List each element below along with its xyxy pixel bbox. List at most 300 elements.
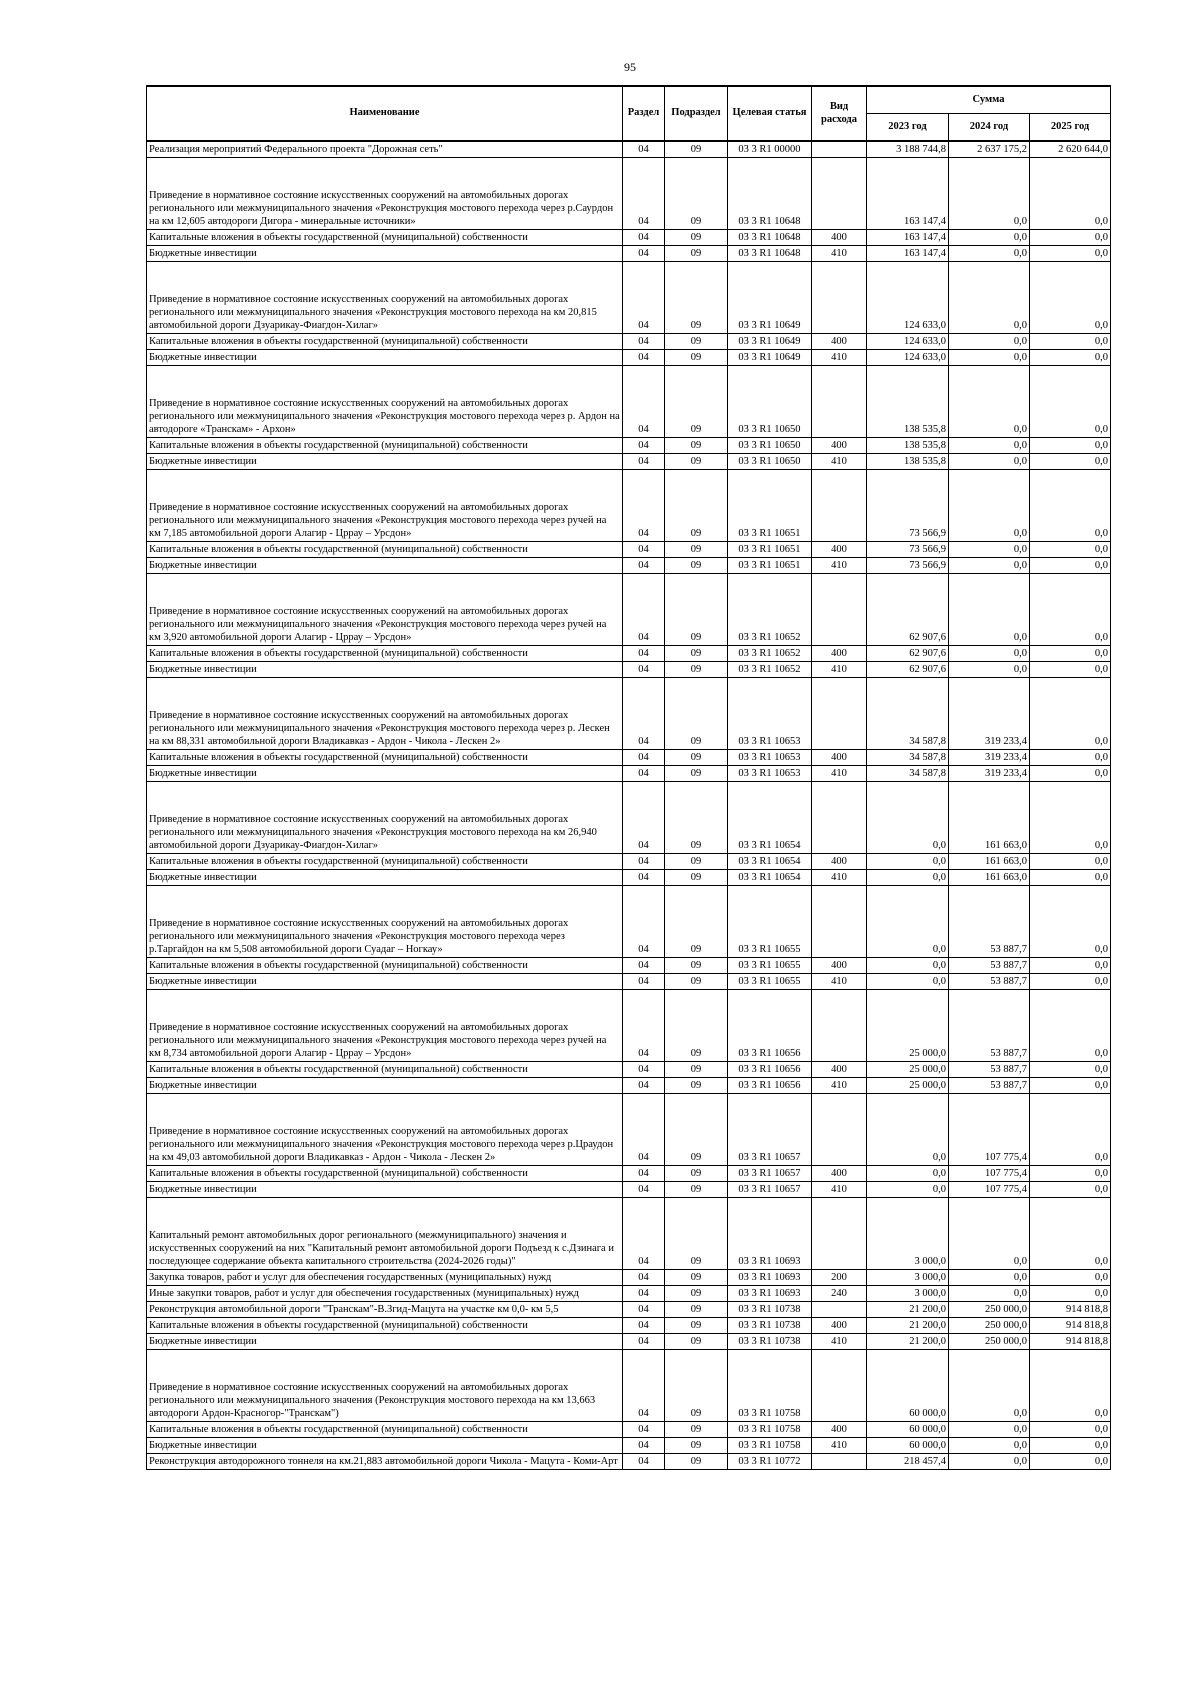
- cell-target-article: 03 3 R1 10693: [728, 1197, 812, 1269]
- cell-expense-type: [812, 781, 867, 853]
- cell-2023: 0,0: [867, 1181, 949, 1197]
- cell-name: Капитальные вложения в объекты государственной (муниципальной) собственности: [147, 229, 623, 245]
- cell-expense-type: 400: [812, 1421, 867, 1437]
- cell-section: 04: [623, 1317, 665, 1333]
- cell-subsection: 09: [665, 157, 728, 229]
- table-row: [147, 261, 1111, 333]
- cell-subsection: 09: [665, 437, 728, 453]
- cell-section: 04: [623, 1093, 665, 1165]
- table-row: [147, 453, 1111, 469]
- cell-expense-type: [812, 573, 867, 645]
- cell-section: 04: [623, 1453, 665, 1469]
- cell-section: 04: [623, 141, 665, 157]
- cell-target-article: 03 3 R1 10649: [728, 349, 812, 365]
- cell-expense-type: [812, 885, 867, 957]
- table-row: [147, 557, 1111, 573]
- cell-section: 04: [623, 1181, 665, 1197]
- cell-name: Бюджетные инвестиции: [147, 557, 623, 573]
- cell-2025: 914 818,8: [1030, 1333, 1111, 1349]
- table-row: [147, 245, 1111, 261]
- cell-expense-type: 200: [812, 1269, 867, 1285]
- cell-name: Капитальные вложения в объекты государственной (муниципальной) собственности: [147, 333, 623, 349]
- cell-2025: 0,0: [1030, 229, 1111, 245]
- cell-2025: 0,0: [1030, 349, 1111, 365]
- cell-subsection: 09: [665, 1269, 728, 1285]
- cell-2024: 0,0: [949, 1197, 1030, 1269]
- cell-2023: 0,0: [867, 885, 949, 957]
- cell-2024: 0,0: [949, 1421, 1030, 1437]
- cell-2023: 0,0: [867, 973, 949, 989]
- cell-expense-type: [812, 1197, 867, 1269]
- cell-subsection: 09: [665, 973, 728, 989]
- cell-subsection: 09: [665, 1349, 728, 1421]
- cell-2023: 138 535,8: [867, 437, 949, 453]
- cell-section: 04: [623, 229, 665, 245]
- cell-section: 04: [623, 765, 665, 781]
- table-row: [147, 749, 1111, 765]
- cell-subsection: 09: [665, 365, 728, 437]
- cell-target-article: 03 3 R1 10772: [728, 1453, 812, 1469]
- cell-subsection: 09: [665, 645, 728, 661]
- cell-2025: 0,0: [1030, 157, 1111, 229]
- cell-expense-type: [812, 141, 867, 157]
- cell-name: Приведение в нормативное состояние искусственных сооружений на автомобильных дорогах регионального или межмуниципального значения «Реконструкция мостового перехода через ручей на км 8,734 автомобильной дороги Алагир - Цррау – Урсдон»: [147, 989, 623, 1061]
- cell-target-article: 03 3 R1 10656: [728, 1077, 812, 1093]
- cell-2023: 25 000,0: [867, 1061, 949, 1077]
- cell-2024: 0,0: [949, 557, 1030, 573]
- cell-2023: 25 000,0: [867, 989, 949, 1061]
- cell-target-article: 03 3 R1 10758: [728, 1349, 812, 1421]
- cell-expense-type: 400: [812, 1317, 867, 1333]
- cell-subsection: 09: [665, 261, 728, 333]
- cell-name: Реконструкция автомобильной дороги "Транскам"-В.Згид-Мацута на участке км 0,0- км 5,5: [147, 1301, 623, 1317]
- cell-2024: 53 887,7: [949, 885, 1030, 957]
- cell-2025: 0,0: [1030, 437, 1111, 453]
- cell-2025: 0,0: [1030, 677, 1111, 749]
- header-year-2023: 2023 год: [867, 114, 949, 142]
- table-row: [147, 1181, 1111, 1197]
- cell-2023: 62 907,6: [867, 573, 949, 645]
- cell-2024: 161 663,0: [949, 853, 1030, 869]
- cell-expense-type: [812, 261, 867, 333]
- cell-section: 04: [623, 541, 665, 557]
- cell-expense-type: 410: [812, 1181, 867, 1197]
- cell-section: 04: [623, 677, 665, 749]
- cell-target-article: 03 3 R1 10655: [728, 957, 812, 973]
- cell-subsection: 09: [665, 1165, 728, 1181]
- cell-2023: 3 000,0: [867, 1197, 949, 1269]
- table-row: [147, 1165, 1111, 1181]
- cell-target-article: 03 3 R1 10651: [728, 469, 812, 541]
- cell-2023: 21 200,0: [867, 1317, 949, 1333]
- cell-subsection: 09: [665, 677, 728, 749]
- cell-subsection: 09: [665, 661, 728, 677]
- cell-subsection: 09: [665, 1317, 728, 1333]
- cell-2023: 163 147,4: [867, 245, 949, 261]
- cell-subsection: 09: [665, 1333, 728, 1349]
- cell-2025: 0,0: [1030, 869, 1111, 885]
- cell-name: Бюджетные инвестиции: [147, 1181, 623, 1197]
- cell-2025: 0,0: [1030, 1077, 1111, 1093]
- cell-expense-type: 240: [812, 1285, 867, 1301]
- cell-2024: 107 775,4: [949, 1165, 1030, 1181]
- header-expense-type: Вид расхода: [812, 86, 867, 141]
- table-row: [147, 853, 1111, 869]
- cell-2025: 0,0: [1030, 957, 1111, 973]
- cell-expense-type: 410: [812, 245, 867, 261]
- table-row: [147, 885, 1111, 957]
- cell-expense-type: 400: [812, 853, 867, 869]
- cell-target-article: 03 3 R1 10650: [728, 437, 812, 453]
- cell-expense-type: 400: [812, 333, 867, 349]
- cell-target-article: 03 3 R1 10652: [728, 645, 812, 661]
- cell-section: 04: [623, 853, 665, 869]
- cell-target-article: 03 3 R1 10693: [728, 1269, 812, 1285]
- cell-2024: 0,0: [949, 645, 1030, 661]
- cell-2024: 0,0: [949, 1349, 1030, 1421]
- header-year-2024: 2024 год: [949, 114, 1030, 142]
- cell-2024: 53 887,7: [949, 957, 1030, 973]
- cell-name: Капитальные вложения в объекты государственной (муниципальной) собственности: [147, 541, 623, 557]
- cell-2025: 0,0: [1030, 1197, 1111, 1269]
- cell-name: Приведение в нормативное состояние искусственных сооружений на автомобильных дорогах регионального или межмуниципального значения «Реконструкция мостового перехода через р. Лескен на км 88,331 автомобильной дороги Владикавказ - Ардон - Чикола - Лескен 2»: [147, 677, 623, 749]
- cell-2023: 73 566,9: [867, 557, 949, 573]
- cell-2023: 138 535,8: [867, 453, 949, 469]
- cell-2025: 0,0: [1030, 1437, 1111, 1453]
- cell-2023: 60 000,0: [867, 1437, 949, 1453]
- cell-expense-type: 410: [812, 453, 867, 469]
- cell-name: Приведение в нормативное состояние искусственных сооружений на автомобильных дорогах регионального или межмуниципального значения «Реконструкция мостового перехода на км 26,940 автомобильной дороги Дзуарикау-Фиагдон-Хилаг»: [147, 781, 623, 853]
- cell-subsection: 09: [665, 557, 728, 573]
- cell-section: 04: [623, 1333, 665, 1349]
- cell-2025: 0,0: [1030, 261, 1111, 333]
- cell-2023: 124 633,0: [867, 333, 949, 349]
- cell-subsection: 09: [665, 1285, 728, 1301]
- cell-2025: 0,0: [1030, 469, 1111, 541]
- cell-2024: 250 000,0: [949, 1333, 1030, 1349]
- cell-2024: 0,0: [949, 573, 1030, 645]
- cell-2023: 34 587,8: [867, 749, 949, 765]
- cell-target-article: 03 3 R1 10738: [728, 1333, 812, 1349]
- cell-section: 04: [623, 1421, 665, 1437]
- cell-section: 04: [623, 1061, 665, 1077]
- cell-target-article: 03 3 R1 10650: [728, 365, 812, 437]
- budget-table: [146, 85, 1111, 1470]
- cell-subsection: 09: [665, 957, 728, 973]
- cell-expense-type: [812, 1349, 867, 1421]
- cell-2024: 0,0: [949, 1453, 1030, 1469]
- cell-2024: 319 233,4: [949, 749, 1030, 765]
- cell-2025: 0,0: [1030, 749, 1111, 765]
- cell-name: Реконструкция автодорожного тоннеля на км.21,883 автомобильной дороги Чикола - Мацута - Коми-Арт: [147, 1453, 623, 1469]
- cell-target-article: 03 3 R1 10758: [728, 1437, 812, 1453]
- cell-subsection: 09: [665, 1181, 728, 1197]
- table-row: [147, 661, 1111, 677]
- table-row: [147, 573, 1111, 645]
- cell-2023: 124 633,0: [867, 349, 949, 365]
- cell-name: Приведение в нормативное состояние искусственных сооружений на автомобильных дорогах регионального или межмуниципального значения «Реконструкция мостового перехода через р.Цраудон на км 49,03 автомобильной дороги Владикавказ - Ардон - Чикола - Лескен 2»: [147, 1093, 623, 1165]
- cell-section: 04: [623, 749, 665, 765]
- table-body: [147, 141, 1111, 1469]
- cell-subsection: 09: [665, 469, 728, 541]
- cell-subsection: 09: [665, 453, 728, 469]
- cell-name: Капитальные вложения в объекты государственной (муниципальной) собственности: [147, 1317, 623, 1333]
- cell-2023: 3 000,0: [867, 1269, 949, 1285]
- cell-2024: 319 233,4: [949, 677, 1030, 749]
- cell-section: 04: [623, 437, 665, 453]
- cell-2024: 53 887,7: [949, 1061, 1030, 1077]
- cell-2024: 53 887,7: [949, 1077, 1030, 1093]
- table-row: [147, 141, 1111, 157]
- cell-name: Бюджетные инвестиции: [147, 1077, 623, 1093]
- table-row: [147, 229, 1111, 245]
- table-row: [147, 677, 1111, 749]
- cell-target-article: 03 3 R1 10649: [728, 261, 812, 333]
- cell-section: 04: [623, 1269, 665, 1285]
- table-row: [147, 1421, 1111, 1437]
- cell-2024: 107 775,4: [949, 1181, 1030, 1197]
- cell-subsection: 09: [665, 781, 728, 853]
- cell-2024: 319 233,4: [949, 765, 1030, 781]
- cell-2025: 0,0: [1030, 365, 1111, 437]
- cell-section: 04: [623, 781, 665, 853]
- cell-name: Бюджетные инвестиции: [147, 869, 623, 885]
- cell-expense-type: 400: [812, 229, 867, 245]
- cell-2024: 0,0: [949, 365, 1030, 437]
- header-target-article: Целевая статья: [728, 86, 812, 141]
- header-section: Раздел: [623, 86, 665, 141]
- cell-target-article: 03 3 R1 10648: [728, 157, 812, 229]
- cell-section: 04: [623, 453, 665, 469]
- cell-2024: 53 887,7: [949, 989, 1030, 1061]
- cell-2023: 73 566,9: [867, 469, 949, 541]
- table-row: [147, 1077, 1111, 1093]
- cell-2024: 161 663,0: [949, 781, 1030, 853]
- cell-2023: 3 000,0: [867, 1285, 949, 1301]
- cell-target-article: 03 3 R1 10648: [728, 229, 812, 245]
- cell-expense-type: [812, 469, 867, 541]
- table-row: [147, 1301, 1111, 1317]
- cell-target-article: 03 3 R1 10738: [728, 1317, 812, 1333]
- cell-2025: 0,0: [1030, 541, 1111, 557]
- cell-target-article: 03 3 R1 10648: [728, 245, 812, 261]
- cell-name: Капитальные вложения в объекты государственной (муниципальной) собственности: [147, 749, 623, 765]
- cell-target-article: 03 3 R1 10653: [728, 749, 812, 765]
- cell-2023: 60 000,0: [867, 1421, 949, 1437]
- cell-target-article: 03 3 R1 10738: [728, 1301, 812, 1317]
- cell-target-article: 03 3 R1 10654: [728, 853, 812, 869]
- cell-target-article: 03 3 R1 10654: [728, 869, 812, 885]
- cell-2024: 0,0: [949, 333, 1030, 349]
- cell-2024: 0,0: [949, 1285, 1030, 1301]
- cell-2025: 0,0: [1030, 765, 1111, 781]
- cell-2023: 218 457,4: [867, 1453, 949, 1469]
- table-row: [147, 1437, 1111, 1453]
- cell-expense-type: [812, 677, 867, 749]
- cell-subsection: 09: [665, 349, 728, 365]
- cell-2025: 0,0: [1030, 557, 1111, 573]
- cell-2023: 60 000,0: [867, 1349, 949, 1421]
- cell-2025: 0,0: [1030, 1061, 1111, 1077]
- cell-target-article: 03 3 R1 10651: [728, 541, 812, 557]
- cell-2024: 0,0: [949, 245, 1030, 261]
- table-row: [147, 973, 1111, 989]
- cell-2023: 73 566,9: [867, 541, 949, 557]
- cell-2025: 2 620 644,0: [1030, 141, 1111, 157]
- cell-2025: 0,0: [1030, 333, 1111, 349]
- cell-subsection: 09: [665, 1093, 728, 1165]
- cell-2023: 124 633,0: [867, 261, 949, 333]
- cell-subsection: 09: [665, 541, 728, 557]
- cell-2025: 0,0: [1030, 1269, 1111, 1285]
- cell-2025: 0,0: [1030, 1453, 1111, 1469]
- cell-2024: 161 663,0: [949, 869, 1030, 885]
- cell-name: Бюджетные инвестиции: [147, 661, 623, 677]
- cell-name: Бюджетные инвестиции: [147, 349, 623, 365]
- cell-subsection: 09: [665, 765, 728, 781]
- header-name: Наименование: [147, 86, 623, 141]
- cell-2025: 0,0: [1030, 885, 1111, 957]
- cell-section: 04: [623, 869, 665, 885]
- cell-target-article: 03 3 R1 10657: [728, 1181, 812, 1197]
- cell-target-article: 03 3 R1 00000: [728, 141, 812, 157]
- cell-name: Капитальные вложения в объекты государственной (муниципальной) собственности: [147, 645, 623, 661]
- cell-target-article: 03 3 R1 10652: [728, 573, 812, 645]
- cell-2025: 0,0: [1030, 853, 1111, 869]
- table-row: [147, 1061, 1111, 1077]
- cell-name: Иные закупки товаров, работ и услуг для обеспечения государственных (муниципальных) нужд: [147, 1285, 623, 1301]
- table-row: [147, 349, 1111, 365]
- cell-subsection: 09: [665, 333, 728, 349]
- cell-name: Приведение в нормативное состояние искусственных сооружений на автомобильных дорогах регионального или межмуниципального значения «Реконструкция мостового перехода через р.Саурдон на км 12,605 автодороги Дигора - минеральные источники»: [147, 157, 623, 229]
- cell-2024: 0,0: [949, 261, 1030, 333]
- cell-name: Приведение в нормативное состояние искусственных сооружений на автомобильных дорогах регионального или межмуниципального значения «Реконструкция мостового перехода на км 20,815 автомобильной дороги Дзуарикау-Фиагдон-Хилаг»: [147, 261, 623, 333]
- cell-2024: 0,0: [949, 349, 1030, 365]
- cell-section: 04: [623, 157, 665, 229]
- table-row: [147, 1333, 1111, 1349]
- cell-section: 04: [623, 557, 665, 573]
- cell-subsection: 09: [665, 1061, 728, 1077]
- cell-target-article: 03 3 R1 10656: [728, 989, 812, 1061]
- cell-2023: 62 907,6: [867, 645, 949, 661]
- cell-subsection: 09: [665, 1421, 728, 1437]
- cell-section: 04: [623, 1301, 665, 1317]
- table-row: [147, 1093, 1111, 1165]
- cell-2024: 0,0: [949, 1269, 1030, 1285]
- cell-expense-type: 400: [812, 749, 867, 765]
- cell-2024: 250 000,0: [949, 1301, 1030, 1317]
- cell-2023: 163 147,4: [867, 229, 949, 245]
- cell-name: Капитальный ремонт автомобильных дорог регионального (межмуниципального) значения и искусственных сооружений на них "Капитальный ремонт автомобильной дороги Подъезд к с.Дзинага и последующее содержание объекта капитального строительства (2024-2026 годы)": [147, 1197, 623, 1269]
- cell-2023: 0,0: [867, 869, 949, 885]
- cell-expense-type: 410: [812, 765, 867, 781]
- cell-2023: 0,0: [867, 781, 949, 853]
- cell-target-article: 03 3 R1 10654: [728, 781, 812, 853]
- cell-section: 04: [623, 1165, 665, 1181]
- cell-2023: 0,0: [867, 1165, 949, 1181]
- cell-2024: 0,0: [949, 229, 1030, 245]
- page-number: 95: [624, 60, 636, 74]
- table-row: [147, 541, 1111, 557]
- cell-target-article: 03 3 R1 10693: [728, 1285, 812, 1301]
- cell-target-article: 03 3 R1 10655: [728, 885, 812, 957]
- cell-expense-type: 410: [812, 1333, 867, 1349]
- cell-subsection: 09: [665, 229, 728, 245]
- cell-section: 04: [623, 885, 665, 957]
- cell-name: Реализация мероприятий Федерального проекта "Дорожная сеть": [147, 141, 623, 157]
- table-row: [147, 333, 1111, 349]
- cell-2025: 0,0: [1030, 1349, 1111, 1421]
- cell-2024: 107 775,4: [949, 1093, 1030, 1165]
- cell-subsection: 09: [665, 869, 728, 885]
- cell-2023: 3 188 744,8: [867, 141, 949, 157]
- cell-2024: 0,0: [949, 661, 1030, 677]
- cell-2023: 34 587,8: [867, 765, 949, 781]
- header-year-2025: 2025 год: [1030, 114, 1111, 142]
- table-row: [147, 437, 1111, 453]
- cell-name: Бюджетные инвестиции: [147, 245, 623, 261]
- cell-name: Капитальные вложения в объекты государственной (муниципальной) собственности: [147, 853, 623, 869]
- cell-subsection: 09: [665, 853, 728, 869]
- cell-target-article: 03 3 R1 10657: [728, 1165, 812, 1181]
- cell-name: Капитальные вложения в объекты государственной (муниципальной) собственности: [147, 1421, 623, 1437]
- table-header: [147, 86, 1111, 141]
- cell-2023: 21 200,0: [867, 1301, 949, 1317]
- cell-2024: 0,0: [949, 469, 1030, 541]
- cell-name: Приведение в нормативное состояние искусственных сооружений на автомобильных дорогах регионального или межмуниципального значения «Реконструкция мостового перехода через ручей на км 3,920 автомобильной дороги Алагир - Цррау – Урсдон»: [147, 573, 623, 645]
- cell-section: 04: [623, 1197, 665, 1269]
- table-row: [147, 1317, 1111, 1333]
- cell-subsection: 09: [665, 245, 728, 261]
- cell-name: Капитальные вложения в объекты государственной (муниципальной) собственности: [147, 1165, 623, 1181]
- cell-target-article: 03 3 R1 10649: [728, 333, 812, 349]
- cell-2025: 0,0: [1030, 1093, 1111, 1165]
- cell-expense-type: 400: [812, 1165, 867, 1181]
- table-row: [147, 1453, 1111, 1469]
- cell-name: Бюджетные инвестиции: [147, 1333, 623, 1349]
- cell-expense-type: [812, 157, 867, 229]
- table-row: [147, 1349, 1111, 1421]
- cell-section: 04: [623, 1077, 665, 1093]
- cell-2023: 0,0: [867, 853, 949, 869]
- cell-section: 04: [623, 973, 665, 989]
- cell-2024: 2 637 175,2: [949, 141, 1030, 157]
- cell-expense-type: [812, 1301, 867, 1317]
- cell-2024: 0,0: [949, 541, 1030, 557]
- cell-name: Приведение в нормативное состояние искусственных сооружений на автомобильных дорогах регионального или межмуниципального значения (Реконструкция мостового перехода на км 13,663 автодороги Ардон-Красногор-"Транскам"): [147, 1349, 623, 1421]
- cell-expense-type: 400: [812, 957, 867, 973]
- cell-expense-type: 410: [812, 1077, 867, 1093]
- cell-2025: 0,0: [1030, 781, 1111, 853]
- cell-target-article: 03 3 R1 10655: [728, 973, 812, 989]
- cell-name: Бюджетные инвестиции: [147, 1437, 623, 1453]
- cell-2025: 914 818,8: [1030, 1317, 1111, 1333]
- cell-section: 04: [623, 365, 665, 437]
- cell-target-article: 03 3 R1 10652: [728, 661, 812, 677]
- cell-section: 04: [623, 989, 665, 1061]
- cell-target-article: 03 3 R1 10758: [728, 1421, 812, 1437]
- cell-expense-type: 410: [812, 973, 867, 989]
- cell-subsection: 09: [665, 573, 728, 645]
- table-row: [147, 365, 1111, 437]
- cell-target-article: 03 3 R1 10653: [728, 765, 812, 781]
- cell-name: Приведение в нормативное состояние искусственных сооружений на автомобильных дорогах регионального или межмуниципального значения «Реконструкция мостового перехода через р. Ардон на автодороге «Транскам» - Архон»: [147, 365, 623, 437]
- cell-section: 04: [623, 573, 665, 645]
- cell-section: 04: [623, 261, 665, 333]
- cell-expense-type: 410: [812, 349, 867, 365]
- cell-subsection: 09: [665, 749, 728, 765]
- cell-2025: 0,0: [1030, 453, 1111, 469]
